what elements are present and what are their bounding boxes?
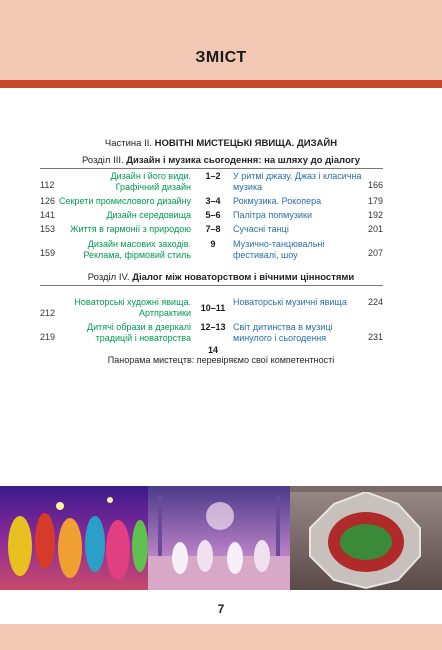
right-page: 166: [367, 180, 383, 190]
right-page: 207: [367, 248, 383, 258]
section-4-rule: [40, 285, 383, 286]
lesson-number: 9: [210, 239, 216, 249]
header-band: [0, 0, 442, 80]
right-title[interactable]: Палітра попмузики: [233, 210, 313, 220]
right-title[interactable]: Новаторські музичні явища: [233, 297, 347, 307]
footer-band: [0, 624, 442, 650]
part-title: [0, 138, 442, 149]
left-page: 112: [40, 180, 55, 190]
photo-strip: [0, 486, 442, 590]
lesson-number: 5–6: [205, 210, 221, 220]
right-title[interactable]: Світ дитинства в музиці минулого і сьогодення: [233, 322, 333, 343]
left-page: 141: [40, 210, 56, 220]
section-3-rule: [40, 168, 383, 169]
right-page: 224: [367, 297, 383, 307]
right-page: 179: [367, 196, 383, 206]
lesson-number: 3–4: [205, 196, 221, 206]
section-4-heading: [0, 272, 442, 283]
left-page: 159: [40, 248, 56, 258]
lesson-number: 14: [207, 345, 218, 355]
lesson-number: 10–11: [200, 303, 226, 313]
header-stripe: [0, 80, 442, 88]
part-name: НОВІТНІ МИСТЕЦЬКІ ЯВИЩА. ДИЗАЙН: [154, 138, 338, 149]
section-4-prefix: Розділ IV.: [87, 272, 133, 283]
left-title[interactable]: Дизайн масових заходів. Реклама, фірмовий стиль: [83, 239, 191, 260]
right-page: 201: [367, 224, 383, 234]
left-title[interactable]: Дизайн і його види. Графічний дизайн: [110, 171, 191, 192]
left-title[interactable]: Життя в гармонії з природою: [70, 224, 191, 234]
page-title: ЗМІСТ: [195, 49, 247, 66]
section-3-title: Дизайн і музика сьогодення: на шляху до діалогу: [126, 155, 360, 166]
ballet-stage-photo: [148, 486, 290, 590]
left-page: 212: [40, 308, 56, 318]
right-page: 231: [367, 332, 383, 342]
lesson-number: 7–8: [205, 224, 221, 234]
section-3-prefix: Розділ ІІІ.: [82, 155, 127, 166]
lesson-number: 1–2: [205, 171, 221, 181]
section-3-heading: [0, 155, 442, 166]
left-page: 219: [40, 332, 56, 342]
panorama-line[interactable]: Панорама мистецтв: перевіряємо свої компетентності: [107, 355, 335, 365]
right-title[interactable]: Рокмузика. Рокопера: [233, 196, 322, 206]
left-title[interactable]: Секрети промислового дизайну: [59, 196, 191, 206]
right-title[interactable]: У ритмі джазу. Джаз і класична музика: [233, 171, 362, 192]
left-title[interactable]: Дизайн середовища: [106, 210, 191, 220]
right-title[interactable]: Музично-танцювальні фестивалі, шоу: [233, 239, 325, 260]
left-title[interactable]: Дитячі образи в дзеркалі традицій і новаторства: [87, 322, 191, 343]
section-4-title: Діалог між новаторством і вічними цінностями: [132, 272, 355, 283]
stadium-aerial-photo: [290, 486, 442, 590]
right-title[interactable]: Сучасні танці: [233, 224, 289, 234]
part-prefix: Частина ІІ.: [104, 138, 155, 149]
page-number: 7: [217, 602, 225, 616]
left-page: 126: [40, 196, 56, 206]
right-page: 192: [367, 210, 383, 220]
left-title[interactable]: Новаторські художні явища. Артпрактики: [74, 297, 191, 318]
left-page: 153: [40, 224, 56, 234]
dance-show-photo: [0, 486, 148, 590]
lesson-number: 12–13: [200, 322, 226, 332]
